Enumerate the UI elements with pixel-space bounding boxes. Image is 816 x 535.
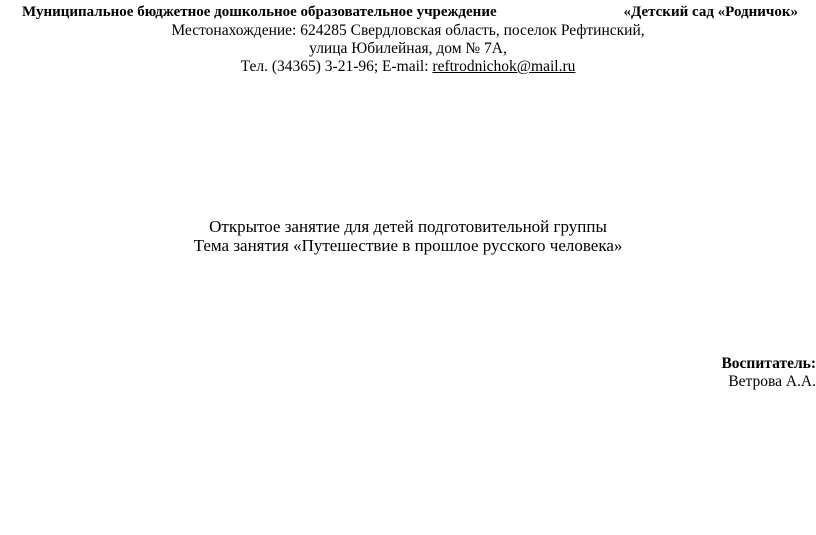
- phone-text: Тел. (34365) 3-21-96; E-mail:: [240, 58, 433, 75]
- address-line-2: улица Юбилейная, дом № 7А,: [309, 40, 507, 57]
- contacts-line: [0, 58, 816, 76]
- teacher-label: Воспитатель:: [721, 355, 816, 372]
- organization-name: Муниципальное бюджетное дошкольное образовательное учреждение: [22, 4, 497, 20]
- kindergarten-name: «Детский сад «Родничок»: [623, 4, 798, 20]
- teacher-name: Ветрова А.А.: [728, 373, 816, 390]
- organization-header: [22, 3, 798, 23]
- address-line-1: Местонахождение: 624285 Свердловская область, поселок Рефтинский,: [171, 22, 645, 39]
- address-block: [0, 22, 816, 76]
- lesson-title-block: [0, 217, 816, 255]
- email-link[interactable]: reftrodnichok@mail.ru: [432, 58, 576, 75]
- lesson-topic-line: Тема занятия «Путешествие в прошлое русского человека»: [193, 236, 623, 255]
- lesson-title-line-1: Открытое занятие для детей подготовительной группы: [209, 217, 607, 236]
- teacher-block: [721, 355, 816, 391]
